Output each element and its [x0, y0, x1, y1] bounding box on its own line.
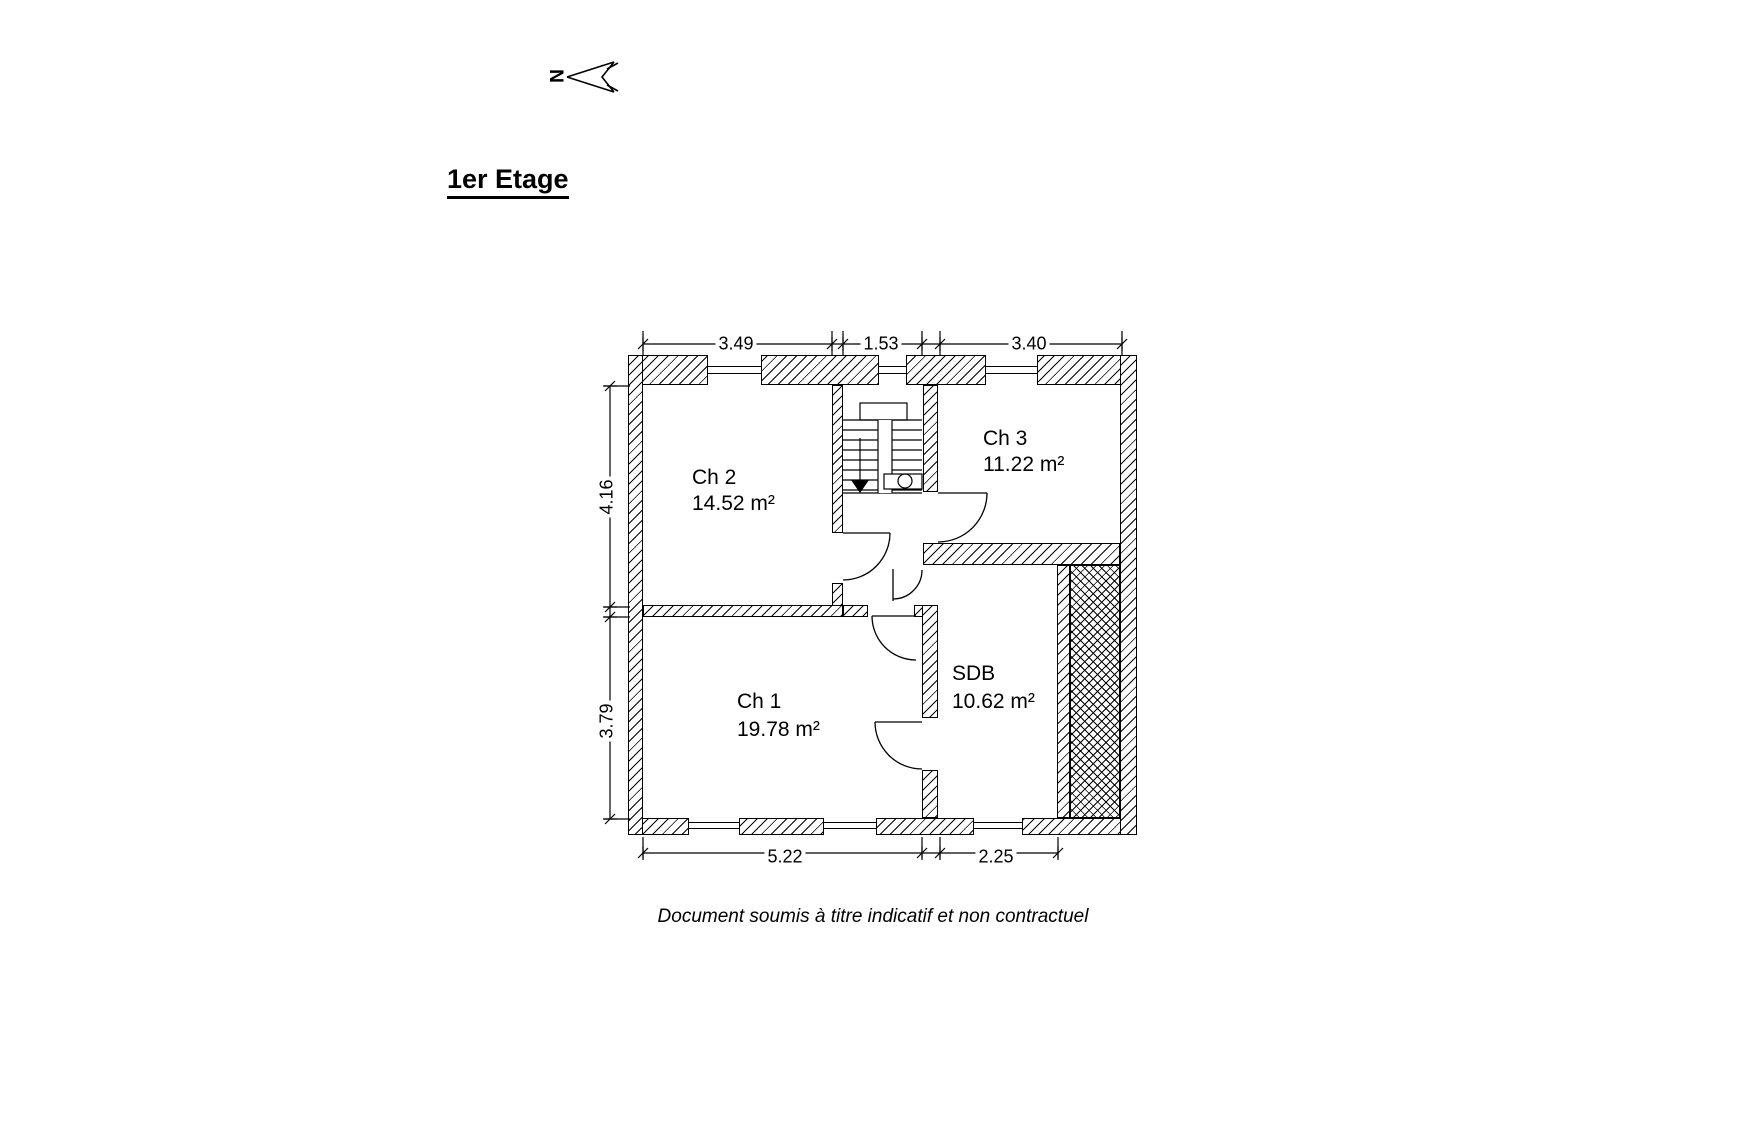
room-name: Ch 1: [737, 690, 782, 713]
room-name: Ch 3: [983, 427, 1028, 450]
page-title: 1er Etage: [447, 164, 569, 199]
dim-top-3: 3.40: [1008, 334, 1049, 355]
room-area: 19.78 m²: [737, 718, 820, 741]
room-label-sdb: [952, 660, 1035, 716]
room-name: SDB: [952, 662, 996, 685]
dim-top-2: 1.53: [860, 334, 901, 355]
door-ch2: [843, 533, 890, 580]
disclaimer-text: Document soumis à titre indicatif et non contractuel: [657, 906, 1089, 927]
door-ch3: [938, 493, 987, 542]
left-dimension-line: [603, 381, 630, 824]
door-sdb-hall: [893, 569, 922, 601]
room-name: Ch 2: [692, 466, 737, 489]
dim-left-1: 4.16: [597, 476, 618, 517]
door-sdb-ch1: [875, 722, 922, 769]
room-area: 11.22 m²: [983, 453, 1065, 476]
dim-bottom-1: 5.22: [764, 847, 805, 868]
staircase: [843, 403, 922, 493]
north-arrow-icon: [567, 62, 618, 92]
door-ch1: [872, 616, 916, 660]
north-label: N: [544, 69, 566, 83]
stair-start-marker: [898, 474, 912, 488]
room-label-ch1: [737, 688, 820, 744]
dim-left-2: 3.79: [597, 700, 618, 741]
dim-top-1: 3.49: [715, 334, 756, 355]
stair-direction-arrow: [851, 480, 869, 493]
room-area: 14.52 m²: [692, 492, 775, 515]
room-label-ch3: [983, 426, 1064, 478]
dim-bottom-2: 2.25: [975, 847, 1016, 868]
room-label-ch2: [692, 465, 775, 517]
room-area: 10.62 m²: [952, 690, 1035, 713]
